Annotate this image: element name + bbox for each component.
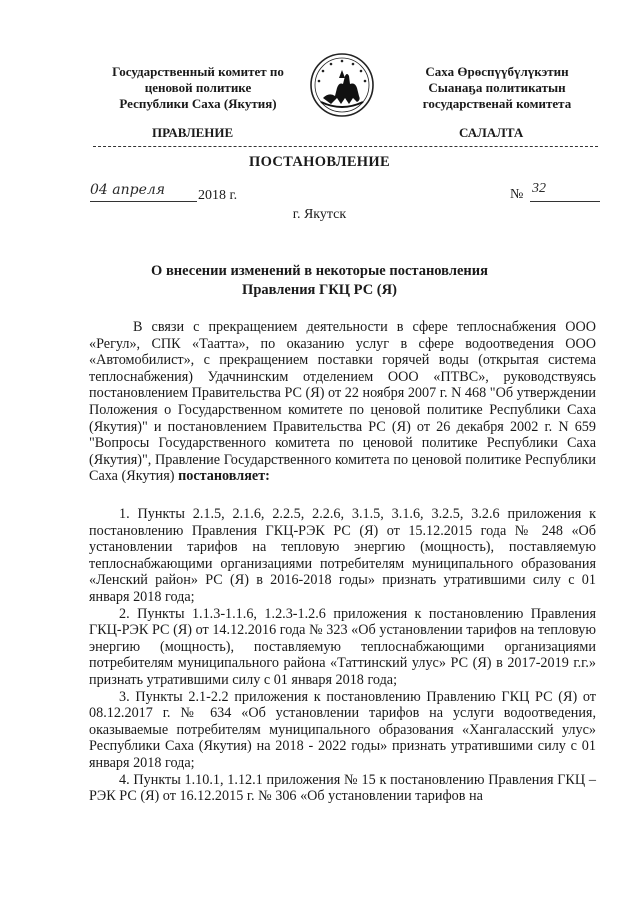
coat-of-arms-icon (309, 52, 375, 118)
document-subject (0, 262, 639, 300)
document-title: ПОСТАНОВЛЕНИЕ (249, 154, 390, 170)
header-right-line: Сыанаҕа политикатын (428, 80, 566, 95)
resolution-item: 1. Пункты 2.1.5, 2.1.6, 2.2.5, 2.2.6, 3.1.5, 3.1.6, 3.2.5, 3.2.6 приложения к постановлению Правления ГКЦ-РЭК РС (Я) от 15.12.2015 года № 248 «Об установлении тарифов на тепловую энергию (мощность), поставляемую теплоснабжающими организациями потребителям муниципального образования «Ленский район» РС (Я) в 2016-2018 годы» признать утратившими силу с 01 января 2018 года; (89, 506, 596, 605)
number-underline (530, 201, 600, 202)
date-underline (90, 201, 197, 202)
date-year: 2018 г. (198, 188, 238, 203)
resolution-item: 2. Пункты 1.1.3-1.1.6, 1.2.3-1.2.6 приложения к постановлению Правления ГКЦ-РЭК РС (Я) от 14.12.2016 года № 323 «Об установлении тарифов на тепловую энергию (мощность), поставляемую теплоснабжающими организациями потребителям муниципального района «Таттинский улус» РС (Я) в 2017-2019 г.г.» признать утратившими силу с 01 января 2018 года; (89, 605, 596, 688)
dept-label-sakha: САЛАЛТА (459, 125, 524, 140)
resolution-item: 3. Пункты 2.1-2.2 приложения к постановлению Правлению ГКЦ РС (Я) от 08.12.2017 г. № 634 «Об установлении тарифов на услуги водоотведения, оказываемые потребителям муниципального образования «Хангаласский улус» Республики Саха (Якутия) на 2018 - 2022 годы» признать утратившими силу с 01 января 2018 года; (89, 688, 596, 771)
preamble-text: В связи с прекращением деятельности в сфере теплоснабжения ООО «Регул», СПК «Таатта», по оказанию услуг в сфере водоотведения ООО «Автомобилист», с прекращением поставки горячей воды (открытая система теплоснабжения) Удачнинским отделением ООО «ПТВС», руководствуясь постановлением Правительства РС (Я) от 22 ноября 2007 г. N 468 "Об утверждении Положения о Государственном комитете по ценовой политике Республики Саха (Якутия)" и постановлением Правительства РС (Я) от 26 декабря 2002 г. N 659 "Вопросы Государственного комитета по ценовой политике Республики Саха (Якутия)", Правление Государственного комитета по ценовой политике Республики Саха (Якутия) (89, 319, 596, 485)
header-left-line: Государственный комитет по (112, 64, 284, 79)
subject-line: Правления ГКЦ РС (Я) (242, 282, 397, 298)
handwritten-number: 32 (532, 181, 546, 196)
number-sign: № (510, 187, 524, 202)
header-left-line: Республики Саха (Якутия) (119, 96, 277, 111)
handwritten-date: 04 апреля (90, 182, 166, 198)
header-divider (93, 146, 598, 147)
resolution-item: 4. Пункты 1.10.1, 1.12.1 приложения № 15 к постановлению Правления ГКЦ – РЭК РС (Я) от 16.12.2015 г. № 306 «Об установлении тарифов на (89, 771, 596, 805)
header-right-org (392, 64, 602, 112)
header-left-org (92, 64, 304, 112)
city: г. Якутск (292, 207, 347, 222)
preamble-paragraph (89, 319, 596, 485)
subject-line: О внесении изменений в некоторые постановления (151, 263, 488, 279)
resolution-items (89, 506, 596, 805)
preamble-operative-word: постановляет: (178, 468, 270, 485)
header-right-line: Саха Өрөспүүбүлүкэтин (425, 64, 569, 79)
header-left-line: ценовой политике (144, 80, 252, 95)
dept-label-ru: ПРАВЛЕНИЕ (152, 125, 234, 140)
header-right-line: государственай комитета (422, 96, 572, 111)
